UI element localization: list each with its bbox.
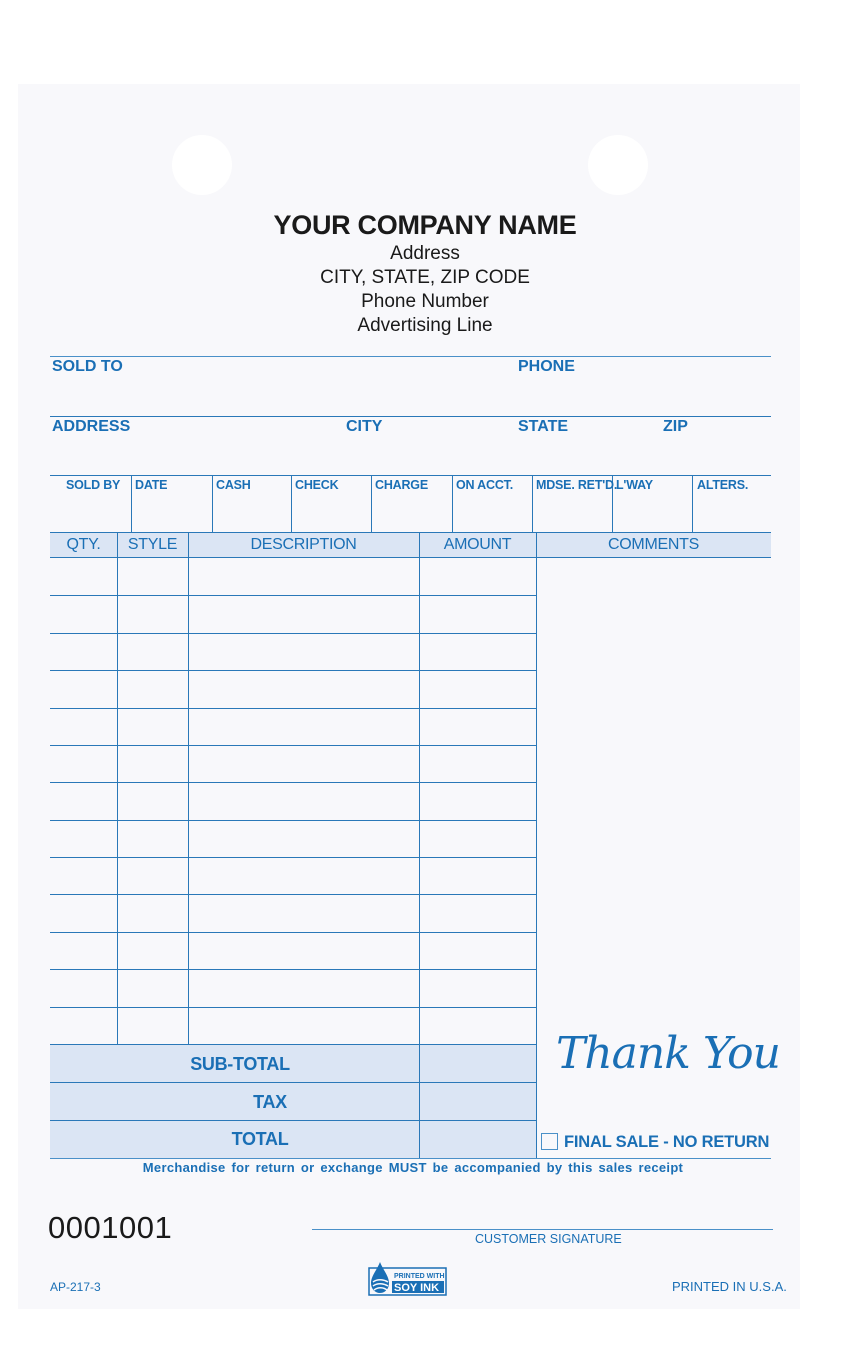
- total-amount-field[interactable]: [421, 1122, 535, 1157]
- thank-you-script: Thank You: [556, 1028, 780, 1079]
- qty-cell[interactable]: [52, 896, 115, 929]
- lway-field[interactable]: [614, 494, 691, 531]
- table-row: [50, 745, 536, 782]
- svg-text:SOY INK: SOY INK: [394, 1282, 440, 1294]
- totals-rule: [50, 1082, 536, 1083]
- company-phone: Phone Number: [361, 291, 489, 312]
- info-row-rule: [50, 475, 771, 476]
- info-divider: [291, 476, 292, 532]
- amount-cell[interactable]: [421, 635, 534, 668]
- info-divider: [532, 476, 533, 532]
- style-cell[interactable]: [119, 859, 186, 892]
- qty-cell[interactable]: [52, 710, 115, 743]
- amount-cell[interactable]: [421, 896, 534, 929]
- table-row: [50, 820, 536, 857]
- amount-cell[interactable]: [421, 859, 534, 892]
- description-cell[interactable]: [190, 1009, 417, 1042]
- column-header-comments: COMMENTS: [608, 536, 699, 553]
- description-cell[interactable]: [190, 560, 417, 593]
- totals-right-border: [536, 1044, 537, 1158]
- return-policy-disclaimer: Merchandise for return or exchange MUST be accompanied by this sales receipt: [142, 1160, 684, 1175]
- totals-rule: [50, 1044, 536, 1045]
- sold-to-field[interactable]: [50, 372, 510, 414]
- state-label: STATE: [518, 418, 569, 435]
- bottom-rule: [50, 1158, 771, 1159]
- form-code: AP-217-3: [50, 1280, 101, 1294]
- soy-ink-drop-icon: [368, 1260, 450, 1296]
- check-field[interactable]: [293, 494, 370, 531]
- style-cell[interactable]: [119, 672, 186, 705]
- city-field[interactable]: [346, 434, 511, 472]
- charge-label: CHARGE: [375, 478, 428, 492]
- amount-cell[interactable]: [421, 560, 534, 593]
- column-header-qty: QTY.: [66, 536, 101, 553]
- description-cell[interactable]: [190, 971, 417, 1004]
- tax-label: TAX: [253, 1092, 287, 1112]
- qty-cell[interactable]: [52, 1009, 115, 1042]
- amount-cell[interactable]: [421, 710, 534, 743]
- zip-label: ZIP: [663, 418, 688, 435]
- receipt-number: 0001001: [48, 1210, 173, 1245]
- signature-line[interactable]: [312, 1229, 773, 1230]
- check-label: CHECK: [295, 478, 339, 492]
- cash-field[interactable]: [214, 494, 290, 531]
- table-row: [50, 782, 536, 819]
- column-header-amount: AMOUNT: [443, 536, 512, 553]
- description-cell[interactable]: [190, 672, 417, 705]
- on-acct-field[interactable]: [454, 494, 531, 531]
- mdse-retd-label: MDSE. RET'D.: [536, 478, 618, 492]
- description-cell[interactable]: [190, 635, 417, 668]
- date-label: DATE: [135, 478, 168, 492]
- info-divider: [131, 476, 132, 532]
- sold-to-rule: [50, 356, 771, 357]
- sold-by-field[interactable]: [50, 494, 130, 531]
- amount-cell[interactable]: [421, 971, 534, 1004]
- company-city-state-zip: CITY, STATE, ZIP CODE: [320, 267, 530, 288]
- qty-cell[interactable]: [52, 560, 115, 593]
- description-cell[interactable]: [190, 710, 417, 743]
- info-divider: [692, 476, 693, 532]
- style-cell[interactable]: [119, 747, 186, 780]
- tax-amount-field[interactable]: [421, 1084, 535, 1119]
- phone-label: PHONE: [518, 358, 575, 375]
- alters-label: ALTERS.: [697, 478, 749, 492]
- subtotal-amount-field[interactable]: [421, 1046, 535, 1081]
- table-row: [50, 894, 536, 931]
- final-sale-label: FINAL SALE - NO RETURN: [564, 1133, 770, 1151]
- customer-signature-label: CUSTOMER SIGNATURE: [475, 1232, 622, 1246]
- table-row: [50, 558, 536, 595]
- qty-cell[interactable]: [52, 784, 115, 817]
- style-cell[interactable]: [119, 971, 186, 1004]
- sold-by-label: SOLD BY: [66, 478, 121, 492]
- phone-field[interactable]: [518, 372, 771, 414]
- column-header-style: STYLE: [127, 536, 178, 553]
- amount-cell[interactable]: [421, 1009, 534, 1042]
- description-cell[interactable]: [190, 597, 417, 630]
- amount-cell[interactable]: [421, 934, 534, 967]
- info-divider: [452, 476, 453, 532]
- total-label: TOTAL: [231, 1129, 289, 1149]
- punch-hole-right: [588, 135, 648, 195]
- zip-field[interactable]: [663, 434, 771, 472]
- company-advertising-line: Advertising Line: [357, 315, 493, 336]
- column-header-description: DESCRIPTION: [250, 536, 357, 553]
- table-row: [50, 708, 536, 745]
- style-cell[interactable]: [119, 896, 186, 929]
- info-divider: [212, 476, 213, 532]
- alters-field[interactable]: [694, 494, 771, 531]
- style-cell[interactable]: [119, 822, 186, 855]
- qty-cell[interactable]: [52, 672, 115, 705]
- address-field[interactable]: [50, 434, 340, 472]
- qty-cell[interactable]: [52, 859, 115, 892]
- city-label: CITY: [346, 418, 383, 435]
- punch-hole-left: [172, 135, 232, 195]
- final-sale-checkbox[interactable]: [541, 1133, 558, 1150]
- table-row: [50, 857, 536, 894]
- company-name: YOUR COMPANY NAME: [273, 210, 577, 240]
- address-rule: [50, 416, 771, 417]
- totals-divider: [419, 1044, 420, 1158]
- description-cell[interactable]: [190, 896, 417, 929]
- qty-cell[interactable]: [52, 934, 115, 967]
- description-cell[interactable]: [190, 934, 417, 967]
- description-cell[interactable]: [190, 822, 417, 855]
- address-label: ADDRESS: [52, 418, 131, 435]
- table-row: [50, 969, 536, 1006]
- style-cell[interactable]: [119, 635, 186, 668]
- qty-cell[interactable]: [52, 635, 115, 668]
- comments-field[interactable]: [538, 560, 771, 1030]
- description-cell[interactable]: [190, 859, 417, 892]
- printed-in-usa: PRINTED IN U.S.A.: [672, 1279, 787, 1294]
- company-address: Address: [390, 243, 460, 264]
- date-field[interactable]: [133, 494, 211, 531]
- description-cell[interactable]: [190, 747, 417, 780]
- qty-cell[interactable]: [52, 822, 115, 855]
- style-cell[interactable]: [119, 710, 186, 743]
- qty-cell[interactable]: [52, 597, 115, 630]
- soy-ink-logo: [368, 1260, 450, 1296]
- amount-cell[interactable]: [421, 784, 534, 817]
- style-cell[interactable]: [119, 784, 186, 817]
- style-cell[interactable]: [119, 560, 186, 593]
- amount-cell[interactable]: [421, 597, 534, 630]
- charge-field[interactable]: [373, 494, 451, 531]
- amount-cell[interactable]: [421, 822, 534, 855]
- table-row: [50, 932, 536, 969]
- subtotal-label: SUB-TOTAL: [190, 1054, 290, 1074]
- style-cell[interactable]: [119, 934, 186, 967]
- svg-text:PRINTED WITH: PRINTED WITH: [394, 1273, 445, 1280]
- style-cell[interactable]: [119, 1009, 186, 1042]
- mdse-retd-field[interactable]: [534, 494, 611, 531]
- table-row: [50, 670, 536, 707]
- info-divider: [371, 476, 372, 532]
- lway-label: L'WAY: [616, 478, 653, 492]
- table-row: [50, 595, 536, 632]
- description-cell[interactable]: [190, 784, 417, 817]
- amount-cell[interactable]: [421, 747, 534, 780]
- on-acct-label: ON ACCT.: [456, 478, 513, 492]
- style-cell[interactable]: [119, 597, 186, 630]
- table-row: [50, 1007, 536, 1044]
- cash-label: CASH: [216, 478, 251, 492]
- totals-rule: [50, 1120, 536, 1121]
- qty-cell[interactable]: [52, 971, 115, 1004]
- amount-cell[interactable]: [421, 672, 534, 705]
- state-field[interactable]: [518, 434, 658, 472]
- qty-cell[interactable]: [52, 747, 115, 780]
- table-row: [50, 633, 536, 670]
- sold-to-label: SOLD TO: [52, 358, 123, 375]
